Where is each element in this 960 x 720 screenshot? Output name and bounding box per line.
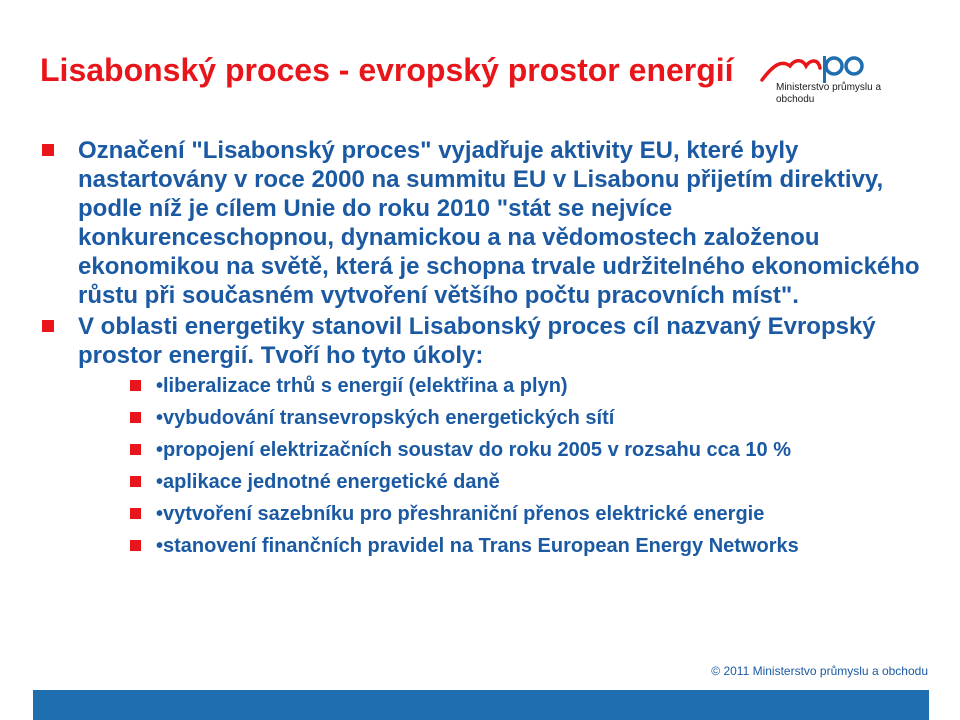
sub-bullet-item xyxy=(118,438,920,462)
sub-bullet-text: •propojení elektrizačních soustav do roku 2005 v rozsahu cca 10 % xyxy=(156,439,792,461)
red-square-bullet-icon xyxy=(130,540,141,551)
mpo-logo-mark xyxy=(760,54,910,84)
red-square-bullet-icon xyxy=(130,476,141,487)
bullet-item-energy-area xyxy=(40,312,920,558)
sub-bullet-item xyxy=(118,470,920,494)
mpo-logo xyxy=(760,54,910,116)
bullet-item-lisbon-definition xyxy=(40,136,920,310)
sub-bullet-text: •stanovení finančních pravidel na Trans European Energy Networks xyxy=(156,535,799,557)
sub-bullet-text: •vybudování transevropských energetických sítí xyxy=(156,407,615,429)
bullet-text: Označení "Lisabonský proces" vyjadřuje aktivity EU, které byly nastartovány v roce 2000 na summitu EU v Lisabonu přijetím direktivy, podle níž je cílem Unie do roku 2010 "stát se nejvíce konkurenceschopnou, dynamickou a na vědomostech založenou ekonomikou na světě, která je schopna trvale udržitelného ekonomického růstu při současném vytvoření většího počtu pracovních míst". xyxy=(78,137,920,309)
red-square-bullet-icon xyxy=(130,508,141,519)
slide-title: Lisabonský proces - evropský prostor energií xyxy=(40,52,734,88)
sub-bullet-list xyxy=(78,374,920,558)
sub-bullet-text: •aplikace jednotné energetické daně xyxy=(156,471,500,493)
bullet-list xyxy=(40,136,920,566)
sub-bullet-item xyxy=(118,502,920,526)
sub-bullet-text: •vytvoření sazebníku pro přeshraniční přenos elektrické energie xyxy=(156,503,765,525)
logo-ministry-name: Ministerstvo průmyslu a obchodu xyxy=(776,82,882,105)
copyright-notice: © 2011 Ministerstvo průmyslu a obchodu xyxy=(711,664,928,678)
sub-bullet-item xyxy=(118,534,920,558)
sub-bullet-item xyxy=(118,374,920,398)
red-square-bullet-icon xyxy=(130,444,141,455)
bullet-text: V oblasti energetiky stanovil Lisabonský proces cíl nazvaný Evropský prostor energií. Tvoří ho tyto úkoly: xyxy=(78,313,876,369)
sub-bullet-text: •liberalizace trhů s energií (elektřina a plyn) xyxy=(156,375,568,397)
red-square-bullet-icon xyxy=(42,320,54,332)
red-square-bullet-icon xyxy=(130,412,141,423)
red-square-bullet-icon xyxy=(130,380,141,391)
sub-bullet-item xyxy=(118,406,920,430)
red-square-bullet-icon xyxy=(42,144,54,156)
footer-bar xyxy=(33,690,929,720)
